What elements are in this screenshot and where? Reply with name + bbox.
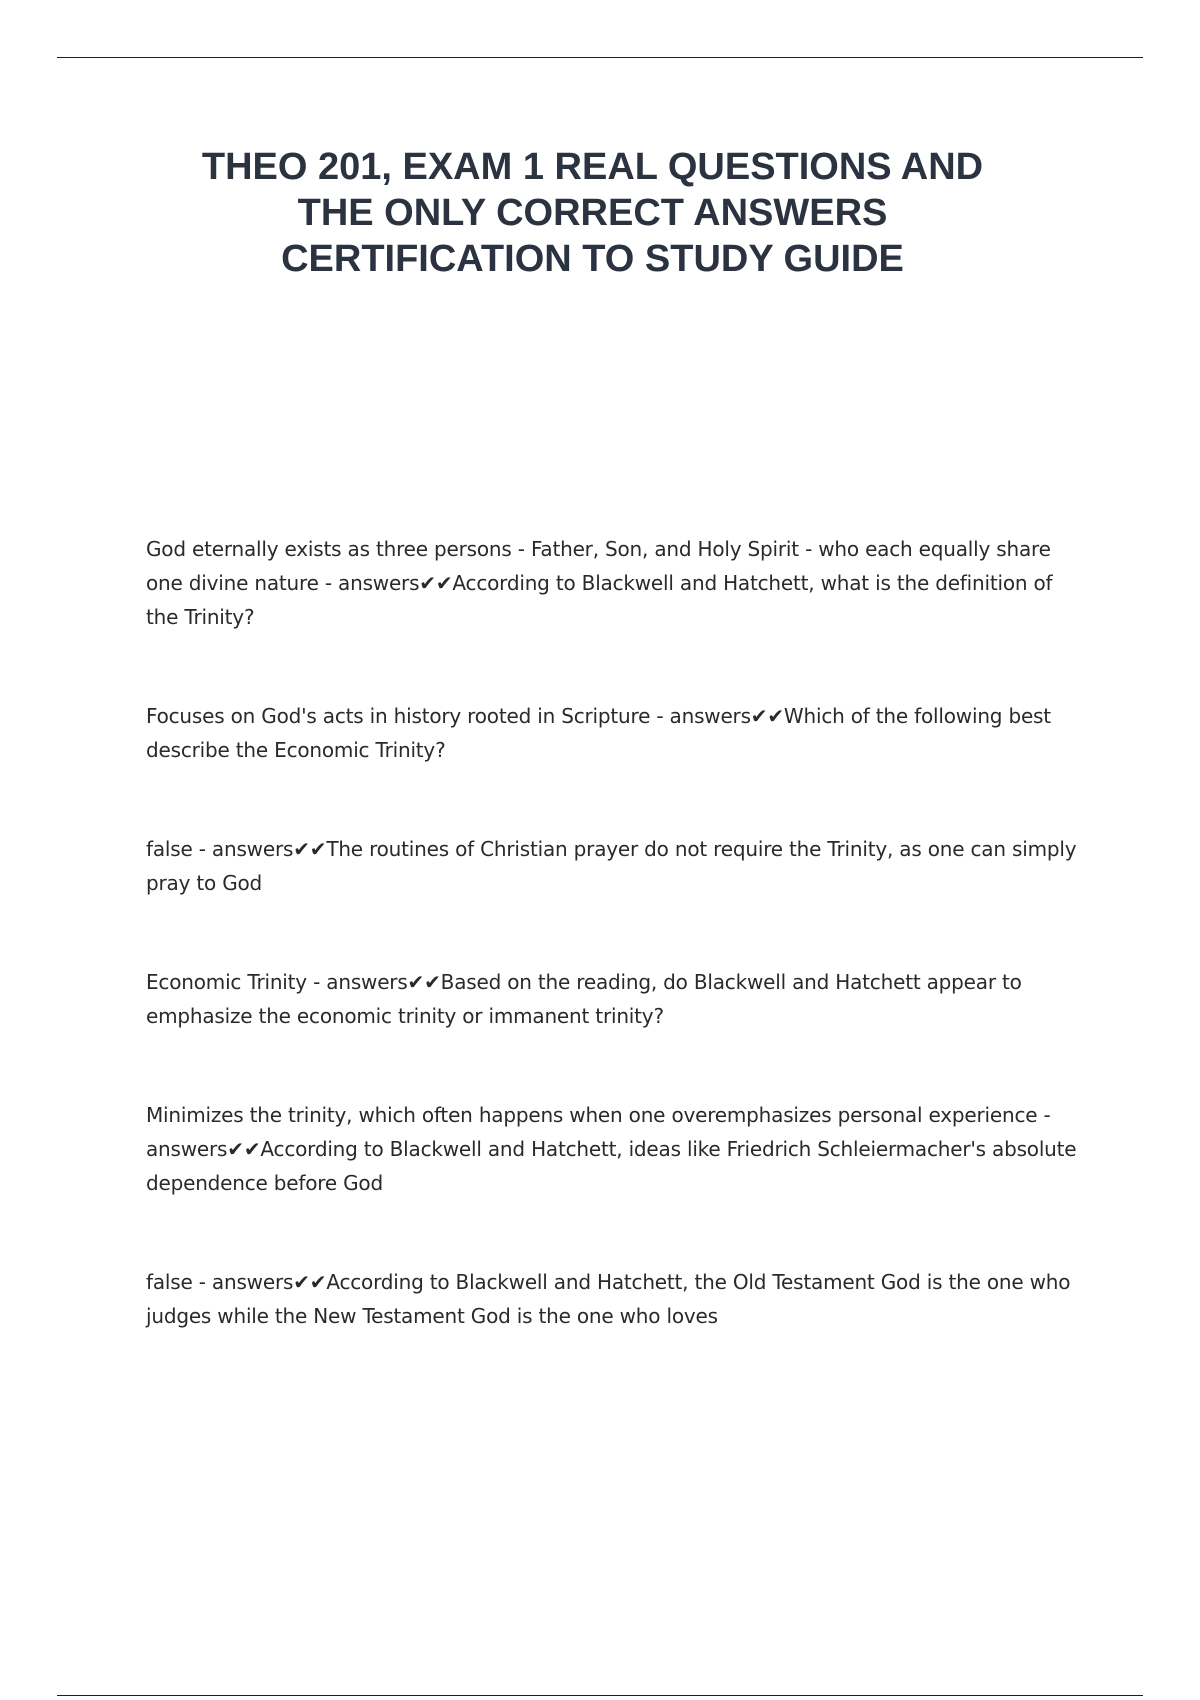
qa-item bbox=[146, 1265, 1086, 1333]
question-text: The routines of Christian prayer do not require the Trinity, as one can simply pray to God bbox=[146, 837, 1077, 895]
answers-separator: - answers bbox=[306, 970, 408, 994]
answer-text: God eternally exists as three persons - Father, Son, and Holy Spirit - who each equally share one divine nature bbox=[146, 537, 1051, 595]
document-title bbox=[150, 144, 1035, 282]
question-text: Based on the reading, do Blackwell and Hatchett appear to emphasize the economic trinity or immanent trinity? bbox=[146, 970, 1022, 1028]
answer-text: Economic Trinity bbox=[146, 970, 307, 994]
top-rule bbox=[57, 57, 1143, 58]
answers-separator: - answers bbox=[146, 1103, 1051, 1161]
title-line-2: THE ONLY CORRECT ANSWERS bbox=[297, 192, 888, 234]
answer-text: Focuses on God's acts in history rooted in Scripture bbox=[146, 704, 651, 728]
title-line-3: CERTIFICATION TO STUDY GUIDE bbox=[281, 238, 904, 280]
answers-separator: - answers bbox=[192, 1270, 294, 1294]
answer-text: Minimizes the trinity, which often happens when one overemphasizes personal experience bbox=[146, 1103, 1038, 1127]
check-marks-icon: ✔✔ bbox=[750, 704, 784, 728]
qa-item bbox=[146, 1098, 1086, 1200]
answers-separator: - answers bbox=[650, 704, 751, 728]
qa-item bbox=[146, 832, 1086, 900]
title-line-1: THEO 201, EXAM 1 REAL QUESTIONS AND bbox=[201, 146, 984, 188]
answer-text: false bbox=[146, 1270, 193, 1294]
question-text: According to Blackwell and Hatchett, what is the definition of the Trinity? bbox=[146, 571, 1053, 629]
answers-separator: - answers bbox=[192, 837, 294, 861]
question-text: Which of the following best describe the Economic Trinity? bbox=[146, 704, 1051, 762]
check-marks-icon: ✔✔ bbox=[293, 837, 327, 861]
qa-list bbox=[146, 532, 1086, 1333]
answer-text: false bbox=[146, 837, 193, 861]
qa-item bbox=[146, 532, 1086, 634]
bottom-rule bbox=[57, 1695, 1143, 1696]
qa-item bbox=[146, 965, 1086, 1033]
question-text: According to Blackwell and Hatchett, the Old Testament God is the one who judges while the New Testament God is the one who loves bbox=[146, 1270, 1071, 1328]
question-text: According to Blackwell and Hatchett, ideas like Friedrich Schleiermacher's absolute dependence before God bbox=[146, 1137, 1077, 1195]
check-marks-icon: ✔✔ bbox=[293, 1270, 327, 1294]
answers-separator: - answers bbox=[318, 571, 420, 595]
check-marks-icon: ✔✔ bbox=[227, 1137, 261, 1161]
qa-item bbox=[146, 699, 1086, 767]
check-marks-icon: ✔✔ bbox=[419, 571, 453, 595]
check-marks-icon: ✔✔ bbox=[407, 970, 441, 994]
